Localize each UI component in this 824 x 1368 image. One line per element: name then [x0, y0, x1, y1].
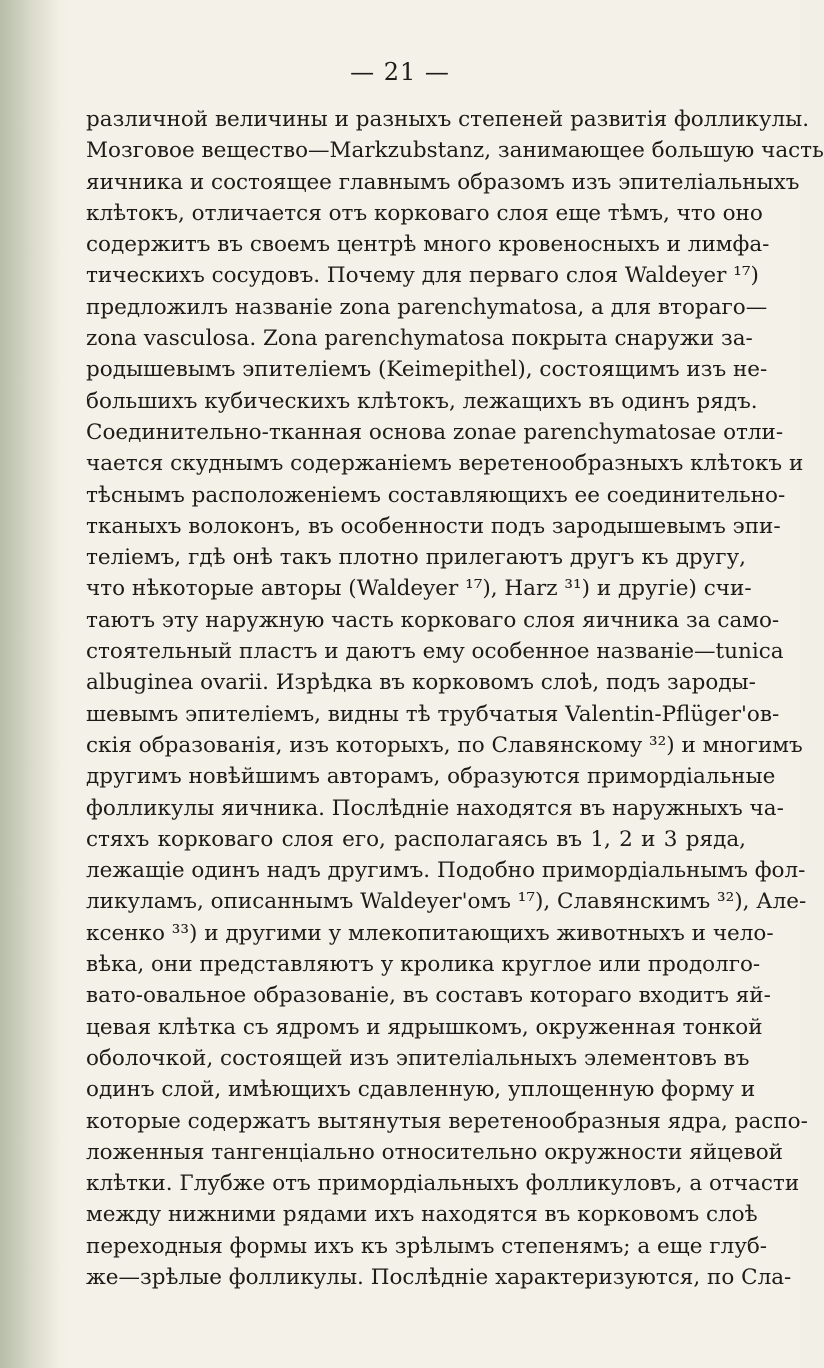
text-line: тканыхъ волоконъ, въ особенности подъ зародышевымъ эпи-	[86, 513, 781, 539]
page-number: — 21 —	[350, 58, 450, 86]
text-line: ложенныя тангенціально относительно окружности яйцевой	[86, 1139, 783, 1165]
text-line: цевая клѣтка съ ядромъ и ядрышкомъ, окруженная тонкой	[86, 1014, 763, 1040]
text-line: zona vasculosa. Zona parenchymatosa покрыта снаружи за-	[86, 326, 753, 352]
text-line: большихъ кубическихъ клѣтокъ, лежащихъ въ одинъ рядъ.	[86, 388, 758, 414]
text-line: Мозговое вещество—Markzubstanz, занимающее большую часть	[86, 138, 824, 164]
text-line: чается скуднымъ содержаніемъ веретенообразныхъ клѣтокъ и	[86, 451, 804, 477]
text-line: между нижними рядами ихъ находятся въ корковомъ слоѣ	[86, 1202, 758, 1228]
text-line: что нѣкоторые авторы (Waldeyer ¹⁷), Harz ³¹) и другіе) счи-	[86, 576, 752, 602]
text-line: предложилъ названіе zona parenchymatosa, а для втораго—	[86, 294, 768, 320]
text-line: вато-овальное образованіе, въ составъ котораго входитъ яй-	[86, 983, 771, 1009]
text-line: содержитъ въ своемъ центрѣ много кровеносныхъ и лимфа-	[86, 232, 770, 258]
text-line: различной величины и разныхъ степеней развитія фолликулы.	[86, 107, 810, 132]
text-line: фолликулы яичника. Послѣдніе находятся въ наружныхъ ча-	[86, 795, 784, 821]
text-line: которые содержатъ вытянутыя веретенообразныя ядра, распо-	[86, 1108, 808, 1134]
text-line: теліемъ, гдѣ онѣ такъ плотно прилегаютъ другъ къ другу,	[86, 545, 746, 571]
text-line: родышевымъ эпителіемъ (Keimepithel), состоящимъ изъ не-	[86, 357, 768, 383]
text-line: другимъ новѣйшимъ авторамъ, образуются примордіальные	[86, 764, 776, 790]
text-line: лежащіе одинъ надъ другимъ. Подобно примордіальнымъ фол-	[86, 858, 806, 884]
text-line: яичника и состоящее главнымъ образомъ изъ эпителіальныхъ	[86, 169, 800, 195]
text-line: одинъ слой, имѣющихъ сдавленную, уплощенную форму и	[86, 1077, 756, 1103]
text-line: переходныя формы ихъ къ зрѣлымъ степенямъ; а еще глуб-	[86, 1233, 768, 1259]
text-line: клѣтки. Глубже отъ примордіальныхъ фолликуловъ, а отчасти	[86, 1171, 800, 1197]
text-line: albuginea ovarii. Изрѣдка въ корковомъ слоѣ, подъ зароды-	[86, 670, 756, 696]
text-line: таютъ эту наружную часть корковаго слоя яичника за само-	[86, 607, 780, 633]
text-line: ликуламъ, описаннымъ Waldeyer'омъ ¹⁷), Славянскимъ ³²), Але-	[86, 889, 807, 915]
text-line: Соединительно-тканная основа zonae parenchymatosae отли-	[86, 419, 784, 445]
text-line: тѣснымъ расположеніемъ составляющихъ ее соединительно-	[86, 482, 786, 508]
text-line: стоятельный пластъ и даютъ ему особенное названіе—tunica	[86, 639, 784, 665]
body-text	[86, 104, 824, 1293]
text-line: вѣка, они представляютъ у кролика круглое или продолго-	[86, 952, 761, 978]
text-line: тическихъ сосудовъ. Почему для перваго слоя Waldeyer ¹⁷)	[86, 263, 759, 289]
text-line: клѣтокъ, отличается отъ корковаго слоя еще тѣмъ, что оно	[86, 200, 763, 226]
spine-shadow	[0, 0, 60, 1368]
text-line: оболочкой, состоящей изъ эпителіальныхъ элементовъ въ	[86, 1045, 750, 1071]
text-line: шевымъ эпителіемъ, видны тѣ трубчатыя Valentin-Pflüger'ов-	[86, 701, 780, 727]
text-line: скія образованія, изъ которыхъ, по Славянскому ³²) и многимъ	[86, 732, 803, 758]
text-line: же—зрѣлые фолликулы. Послѣдніе характеризуются, по Сла-	[86, 1264, 792, 1290]
text-line: ксенко ³³) и другими у млекопитающихъ животныхъ и чело-	[86, 920, 774, 946]
text-line: стяхъ корковаго слоя его, располагаясь въ 1, 2 и 3 ряда,	[86, 826, 746, 852]
